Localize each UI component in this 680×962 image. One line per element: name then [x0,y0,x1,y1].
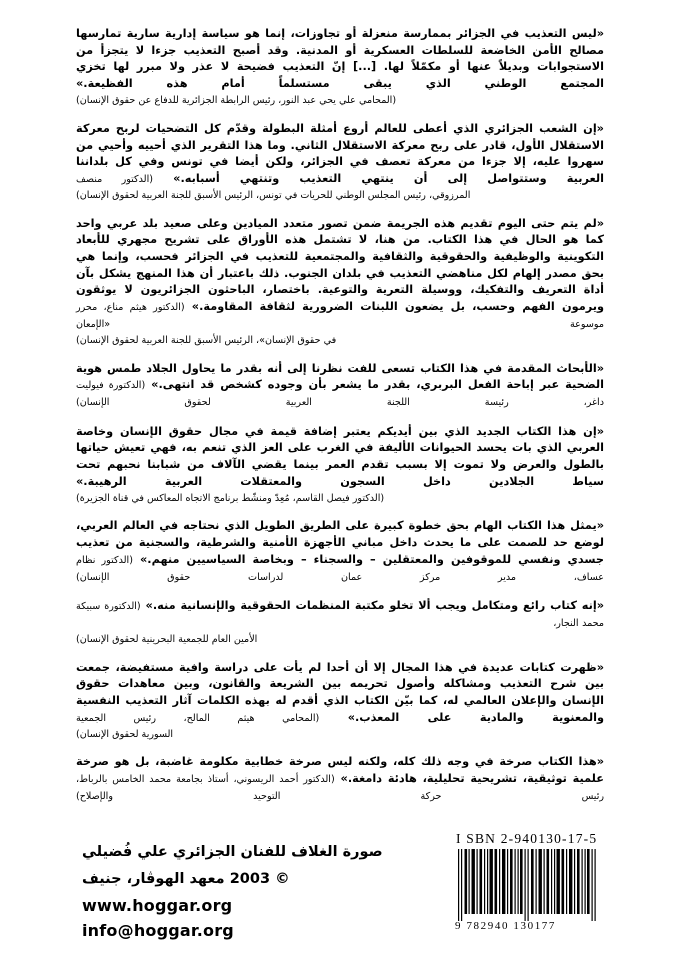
ean13-barcode [454,849,604,935]
blurb-quote [76,754,604,804]
publisher-block [76,831,383,944]
blurb-quote-text: «إنه كتاب رائع ومتكامل ويجب ألا تخلو مكتبة المنظمات الحقوقية والإنسانية منه.» [145,599,605,613]
blurb-list [76,26,604,818]
blurb-quote-text: «ظهرت كتابات عديدة في هذا المجال إلا أن أحدا لم يأت على دراسة وافية مستفيضة، جمعت بين شرح التعذيب ومشاكله وأصول تحريمه بين الشريعة والقانون، وبين معاهدات حقوق الإنسان والإعلان العالمي له، كما بيّن الكتاب الذي أقدم له بهذه الكلمات آثار التعذيب النفسية والمعنوية والمادية على المعذب.» [76,660,604,724]
blurb-attribution-head: (الدكتور هيثم مناع، محرر موسوعة «الإمعان [76,302,604,330]
blurb-item [76,26,604,108]
blurb-item [76,216,604,348]
blurb-quote: «ليس التعذيب في الجزائر بممارسة منعزلة أو تجاوزات، إنما هو سياسة إدارية سارية تمارسها مصالح الأمن الخاضعة للسلطات العسكرية أو المدنية. وقد أصبح التعذيب جزءا لا يتجزأ من الاستجوابات وبديلاً عنها أو مكمّلاً لها. [...] إنّ التعذيب فضيحة لا عذر ولا مبرر لها تخزي المجتمع الوطني الذي يبقى مستسلماً أمام هذه الفظيعة.» [76,27,604,91]
blurb-quote-text: «هذا الكتاب صرخة في وجه ذلك كله، ولكنه ليس صرخة خطابية مكلومة غاضبة، بل هو صرخة علمية توثيقية، تشريحية تحليلية، هادئة دامغة.» [76,755,605,786]
blurb-attribution: في حقوق الإنسان»، الرئيس الأسبق للجنة العربية لحقوق الإنسان) [76,334,337,346]
blurb-quote [76,660,604,727]
blurb-quote-text: «يمثل هذا الكتاب الهام بحق خطوة كبيرة على الطريق الطويل الذي نحتاجه في العالم العربي، لوضع حد للصمت على ما يحدث داخل مباني الأجهزة الأمنية والشرطية، والسجنية من تعذيب جسدي ونفسي للموقوفين والمعتقلين – والسجناء – وبخاصة السياسيين منهم.» [76,519,605,566]
blurb-item [76,121,604,203]
copyright-notice: © 2003 معهد الهوڤار، جنيف [82,871,290,887]
blurb-item [76,361,604,411]
blurb-attribution-head: (الدكتور نظام عساف، مدير مركز عمان لدراسات حقوق الإنسان) [76,554,604,583]
blurb-quote-text: «لم يتم حتى اليوم تقديم هذه الجريمة ضمن تصور متعدد الميادين وعلى صعيد بلد عربي واحد كما هو الحال في هذا الكتاب. من هنا، لا تشتمل هذه الأوراق على تشريح مجهري للأبعاد التكوينية والوظيفية والحقوقية والثقافية والمجتمعية للتعذيب في الجزائر فحسب، وإنما هي بحق مصدر إلهام لكل مناهضي التعذيب في بلدان الجنوب. ذلك باعتبار أن هذا المنهج يشكل بآن أداة التعريف والتفكيك، ووسيلة التعرية والتوعية. باختصار، الباحثون الجزائريون لا يوثقون ويرمون الفهم وحسب، بل يضعون اللبنات الضرورية لثقافة المقاومة.» [76,216,604,314]
blurb-quote [76,216,604,333]
cover-footer [76,831,604,944]
blurb-quote [76,518,604,585]
blurb-attribution-head: (المحامي هيثم المالح، رئيس الجمعية [76,712,320,724]
blurb-quote [76,121,604,188]
website-url[interactable]: www.hoggar.org [82,895,233,915]
blurb-quote-text: «إن الشعب الجزائري الذي أعطى للعالم أروع أمثلة البطولة وقدّم كل التضحيات لربح معركة الاستقلال الأول، قادر على ربح معركة الاستقلال الثاني. وما هذا التقرير الذي أحييه وأحيي من سهروا عليه، إلا جزءا من معركة تعصف في الجزائر، ولكن أيضا في تونس وفي كل بلداننا العربية وستتواصل إلى أن ينتهي التعذيب وتنتهي أسبابه.» [76,121,604,185]
isbn-label: I SBN 2-940130-17-5 [456,831,598,847]
blurb-quote [76,598,604,631]
blurb-attribution-head: (الدكتور منصف [76,173,153,185]
blurb-item [76,424,604,506]
isbn-block [452,831,604,935]
blurb-quote: «إن هذا الكتاب الجديد الذي بين أيديكم يعتبر إضافة قيمة في مجال حقوق الإنسان وخاصة العربي الذي بات يحسد الحيوانات الأليفة في الغرب على العز الذي تنعم به، فهي تعيش حياتها بالطول والعرض ولا تموت إلا بسبب تقدم العمر بينما يقضي الآلاف من شبابنا نحبهم تحت سياط الجلادين داخل السجون والمعتقلات العربية الرهيبة.» [76,424,604,488]
barcode-bars [454,849,604,921]
blurb-attribution-head: (الدكتورة فيوليت داغر، رئيسة اللجنة العربية لحقوق الإنسان) [76,380,604,408]
cover-credit: صورة الغلاف للفنان الجزائري علي فُضيلي [82,844,383,861]
email-address[interactable]: info@hoggar.org [82,921,234,941]
blurb-quote [76,361,604,411]
blurb-item [76,660,604,742]
blurb-attribution-head: (الدكتورة سبيكة محمد النجار، [76,601,604,630]
blurb-quote-text: «الأبحاث المقدمة في هذا الكتاب تسعى للفت نظرنا إلى أنه بقدر ما يحاول الجلاد طمس هوية الضحية عبر إباحة الفعل البربري، بقدر ما يشعر بأن وجوده كشخص قد انتهى.» [76,361,605,392]
blurb-item [76,518,604,585]
blurb-item [76,598,604,646]
blurb-attribution-head: (الدكتور أحمد الريسوني، أستاذ بجامعة محمد الخامس بالرباط، رئيس حركة التوحيد والإصلاح) [76,774,604,802]
blurb-attribution: الأمين العام للجمعية البحرينية لحقوق الإنسان) [76,633,258,645]
blurb-attribution: (المحامي علي يحي عبد النور، رئيس الرابطة الجزائرية للدفاع عن حقوق الإنسان) [76,94,397,106]
blurb-attribution: (الدكتور فيصل القاسم، مُعِدّ ومنشّط برنامج الاتجاه المعاكس في قناة الجزيرة) [76,492,385,504]
blurb-item [76,754,604,804]
blurb-attribution: السورية لحقوق الإنسان) [76,728,174,740]
blurb-attribution: المرزوقي، رئيس المجلس الوطني للحريات في تونس، الرئيس الأسبق للجنة العربية لحقوق الإنسان) [76,189,471,201]
barcode-digits: 9 782940 130177 [455,920,556,933]
